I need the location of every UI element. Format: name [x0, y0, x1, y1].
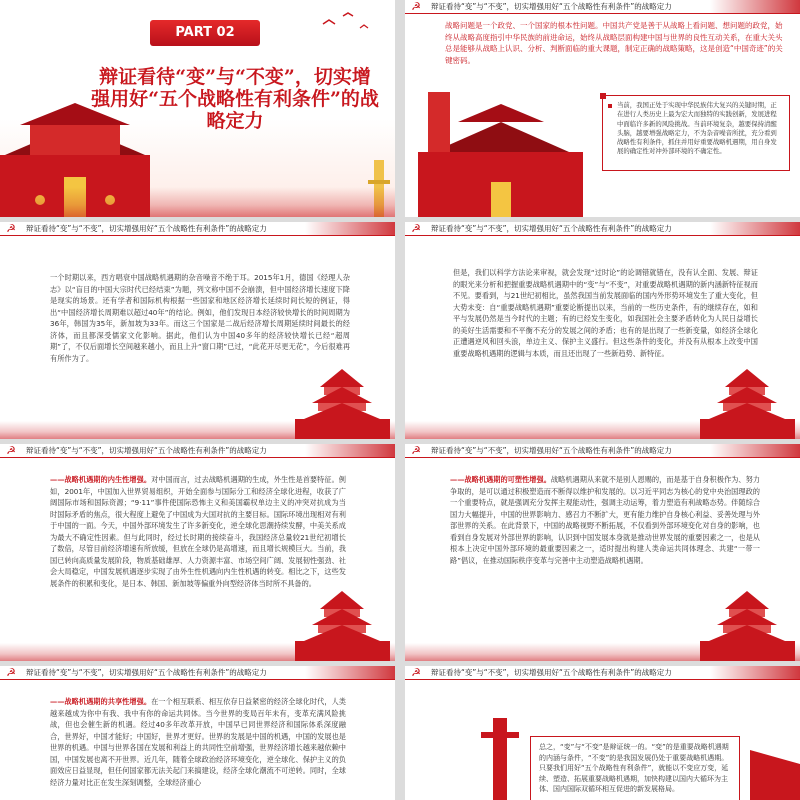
party-emblem-icon: ☭ [411, 0, 421, 13]
point-text: 在一个相互联系、相互依存日益紧密的经济全球化时代，人类越来越成为你中有我、我中有你的命运共同体。当今世界的变局百年未有，变革充满风险挑战，但也会催生新的机遇。经过40多年改革开放，中国早已同世界经济和国际体系深度融合，世界好，中国才能好；中国好，世界才更好。世界的发展是中国的机遇，中国的发展也是世界的机遇。中国与世界各国在发展和利益上的共同性空前增强，世界经济增长越来越依赖中国，中国发展也离不开世界。近几年，随着全球政治经济环境变化，逆全球化、保护主义的负面效应日益显现，但任何国家都无法关起门来搞建设，经济全球化潮流不可逆转。同时，全球经济力量对比正在发生深刻调整，全球经济重心 [50, 697, 346, 787]
flag-icon [305, 666, 395, 680]
party-emblem-icon: ☭ [411, 444, 421, 457]
body-paragraph: 但是，我们以科学方法论来审视，就会发现“过时论”的论调错就错在，没有认全面、发展、辩证的眼光来分析和把握重要战略机遇期中的“变”与“不变”，对重要战略机遇期的新内涵新特征视而不见。要看到，与21世纪初相比，虽然我国当前发展面临的国内外形势环境发生了重大变化，但大势未变：自“重要战略机遇期”重要论断提出以来，当前的一些历史条件，有的继续存在，如和平与发展仍然是当今时代的主题；有的已经发生变化，如我国社会主要矛盾转化为人民日益增长的美好生活需要和不平衡不充分的发展之间的矛盾；也有的是出现了一些新变量，如经济全球化正遭遇逆风和回头浪，单边主义、保护主义盛行。但这些条件的变化，并没有从根本上改变中国重要战略机遇期的逻辑与本质，而且还出现了一些新趋势、新特征。 [453, 268, 758, 358]
context-text: 当前，我国正处于实现中华民族伟大复兴的关键时期，正在进行人类历史上最为宏大而独特的实践创新，发展进程中面临许多新的风险挑战。当前环境复杂，越要保持清醒头脑，越要增强战略定力，不为杂音噪音所扰，充分看到战略性有利条件，抓住并用好重要战略机遇期，用自身发展的确定性对冲外部环境的不确定性。 [617, 101, 777, 156]
party-emblem-icon: ☭ [6, 444, 16, 457]
slide-header [0, 666, 395, 680]
flag-illustration [740, 750, 800, 800]
header-title: 辩证看待“变”与“不变”，切实增强用好“五个战略性有利条件”的战略定力 [431, 446, 672, 455]
party-emblem-icon: ☭ [411, 666, 421, 679]
point-text: 战略机遇期从来就不是别人恩赐的，而是基于自身积极作为、努力争取的，是可以通过积极塑造而不断得以维护和发展的。以习近平同志为核心的党中央治国理政的一个重要特点，就是强调充分发挥主观能动性，强调主动运筹，着力塑造有利战略态势。伴随综合国力大幅提升，中国的世界影响力、感召力不断扩大，更有能力维护自身核心利益、妥善处理与外部世界的关系。在此背景下，中国的战略视野不断拓展，不仅看到外部环境变化对自身的影响，也看到自身发展对外部世界的影响，认识到中国发展本身就是推动世界发展的重要因素之一，也是从根本上决定中国外部环境的最重要因素之一，适时提出构建人类命运共同体理念、共建“一带一路”倡议，在推动国际秩序变革与完善中主动塑造战略机遇期。 [450, 475, 760, 565]
point-label: ——战略机遇期的可塑性增强。 [450, 475, 551, 484]
intro-paragraph: 战略问题是一个政党、一个国家的根本性问题。中国共产党是善于从战略上看问题、想问题的政党，始终从战略高度指引中华民族的前进命运，始终从战略层面构建中国与世界的良性互动关系，在重大关头总是能够从战略上认识、分析、判断面临的重大课题，制定正确的战略策略，这是创造“中国奇迹”的关键密码。 [445, 21, 783, 65]
header-title: 辩证看待“变”与“不变”，切实增强用好“五个战略性有利条件”的战略定力 [26, 668, 267, 677]
flag-icon [710, 444, 800, 458]
context-box [602, 95, 790, 171]
bullet-icon [608, 104, 612, 108]
slide-header [0, 222, 395, 236]
slide-2[interactable] [405, 0, 800, 217]
doves-icon [318, 4, 378, 34]
slide-header [405, 444, 800, 458]
flag-icon [710, 222, 800, 236]
header-title: 辩证看待“变”与“不变”，切实增强用好“五个战略性有利条件”的战略定力 [26, 224, 267, 233]
ribbon-decoration [0, 187, 395, 217]
slide-header [0, 444, 395, 458]
party-emblem-icon: ☭ [6, 666, 16, 679]
ribbon-decoration [0, 421, 395, 439]
slide-title[interactable] [0, 0, 395, 217]
corner-marker [600, 93, 606, 99]
slide-header [405, 666, 800, 680]
header-title: 辩证看待“变”与“不变”，切实增强用好“五个战略性有利条件”的战略定力 [431, 668, 672, 677]
flag-icon [305, 444, 395, 458]
party-emblem-icon: ☭ [411, 222, 421, 235]
section-title: 辩证看待“变”与“不变”，切实增强用好“五个战略性有利条件”的战略定力 [91, 66, 379, 132]
point-text: 对中国而言，过去战略机遇期的生成，外生性是首要特征。例如，2001年，中国加入世界贸易组织，开始全面参与国际分工和经济全球化进程，收获了广阔国际市场和国际资源；“9·11”事件使国际恐怖主义和美国霸权单边主义的冲突对抗成为当时国际矛盾的焦点，很大程度上避免了中国成为大国对抗的主要目标。国际环境出现相对有利于中国的一面。今天，中国外部环境发生了许多新变化，逆全球化思潮持续发酵，中美关系成为最大不确定性因素。但与此同时，经过长时期的接续奋斗，我国经济总量较21世纪初增长了数倍，尽管目前经济增速有所放缓，但放在全球仍是高增速，而且增长规模巨大。当前，我国已转向高质量发展阶段，物质基础雄厚、人力资源丰富、市场空间广阔、发展韧性强劲、社会大局稳定，中国发展机遇逐步实现了由外生性机遇向内生性机遇的转变。相比之下，这些发展条件的积累和变化，是日本、韩国、新加坡等偏重外向型经济体当时所不具备的。 [50, 475, 346, 588]
ribbon-decoration [405, 643, 800, 661]
header-title: 辩证看待“变”与“不变”，切实增强用好“五个战略性有利条件”的战略定力 [431, 2, 672, 11]
point-label: ——战略机遇期的共享性增强。 [50, 697, 152, 706]
part-banner: PART 02 [150, 20, 260, 46]
header-title: 辩证看待“变”与“不变”，切实增强用好“五个战略性有利条件”的战略定力 [431, 224, 672, 233]
flag-icon [710, 0, 800, 14]
body-paragraph: 一个时期以来，西方唱衰中国战略机遇期的杂音噪音不绝于耳。2015年1月，德国《经理人杂志》以“盲目的中国大宗时代已经结束”为题，列文称中国不会崩溃，但中国经济增长速度下降是现实的场景。还有学者和国际机构根据一些国家和地区经济增长延续时间长短的例证，得出“中国经济增长周期难以超过40年”的结论。例如，他们发现日本经济较快增长的时间周期为36年，韩国为35年，新加坡为33年。而这三个国家是二战后经济增长周期延续时间最长的经济体，而且都深受儒家文化影响。据此，他们认为中国40多年的经济较快增长已经“超周期”了，不仅后面增长空间越来越小，而且上升“窗口期”已过，“此花开尽更无花”，今后很难再有所作为了。 [50, 273, 350, 363]
slide-7[interactable] [0, 666, 395, 800]
slide-header [405, 0, 800, 14]
ribbon-decoration [0, 643, 395, 661]
body-paragraph [450, 474, 760, 566]
header-title: 辩证看待“变”与“不变”，切实增强用好“五个战略性有利条件”的战略定力 [26, 446, 267, 455]
body-paragraph [50, 474, 346, 589]
party-emblem-icon: ☭ [6, 222, 16, 235]
slide-4[interactable] [405, 222, 800, 439]
slide-header [405, 222, 800, 236]
summary-box: 总之，“变”与“不变”是辩证统一的。“变”的是重要战略机遇期的内涵与条件，“不变”的是我国发展仍处于重要战略机遇期。只要我们用好“五个战略性有利条件”，就能以不变应万变，延续、塑造、拓展重要战略机遇期，加快构建以国内大循环为主体、国内国际双循环相互促进的新发展格局。 [530, 736, 740, 800]
point-label: ——战略机遇期的内生性增强。 [50, 475, 152, 484]
pillar-illustration [475, 718, 525, 800]
flag-icon [305, 222, 395, 236]
slide-5[interactable] [0, 444, 395, 661]
slide-6[interactable] [405, 444, 800, 661]
gate-illustration [413, 82, 588, 217]
body-paragraph [50, 696, 346, 788]
flag-icon [710, 666, 800, 680]
ribbon-decoration [405, 421, 800, 439]
slide-3[interactable] [0, 222, 395, 439]
slide-8[interactable] [405, 666, 800, 800]
